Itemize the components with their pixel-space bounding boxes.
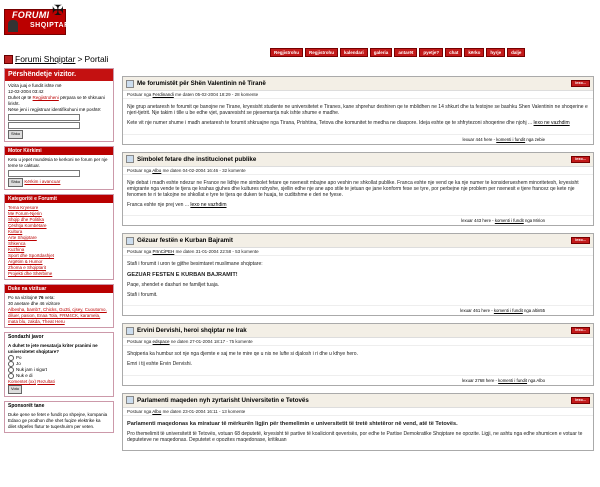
register-link[interactable]: Regjistroheni <box>32 95 59 100</box>
portal-posts <box>122 76 594 458</box>
last-visit-date: 12-02-2004 03:42 <box>8 89 44 94</box>
breadcrumb-current: Portali <box>84 54 109 64</box>
logo-text-forumi: FORUMI <box>12 10 50 20</box>
password-field[interactable] <box>8 122 80 129</box>
nav-dalje[interactable]: dalje <box>507 48 525 57</box>
advanced-search-link[interactable]: Kërkim i avancuar <box>24 179 61 184</box>
poll-option: Nuk jam i sigurt <box>16 367 48 372</box>
site-logo[interactable] <box>4 2 70 38</box>
post-title[interactable]: Gëzuar festën e Kurban Bajramit <box>137 237 233 245</box>
poll-title: Sondazhi javor <box>5 333 113 341</box>
online-user-list[interactable]: Albesha, bamb7, Chicks, Gu3ti, cjsey, Cuoutomo, diluer, pasion, Enaa Tola, FRM4CK, karamela, mata blu, zakda, Theat Heru <box>8 307 107 324</box>
read-more-link[interactable]: lexo ne vazhdim <box>533 120 570 127</box>
post-paragraph: GEZUAR FESTEN E KURBAN BAJRAMIT! <box>127 271 238 278</box>
sponsor-box <box>4 401 114 433</box>
post-title[interactable]: Simbolet fetare dhe institucionet publike <box>137 155 257 163</box>
online-count: Po na vizitojnë 76 veta: <box>8 295 55 300</box>
category-link[interactable]: Zhoma e Shqiptarit <box>8 265 47 270</box>
post-icon <box>126 80 134 88</box>
post-icon <box>126 155 134 163</box>
post-paragraph: Nje debat i madh eshte ndezur ne France ne lidhje me simbolet fetare qe nxenesit mbajne apo veshin ne shkollat publike. Franca eshte nje vend qe ka nje numer te konsiderueshem minoritetesh, kryesisht emigrante nga vende te tjera qe krahas gjuhes dhe kultures ndryshe, sjellin edhe nje ane apo stile te jetuan qe jane konform fese se tyre, por perbejne nje problem per nxenesit e tjere francez qe kete nje fenomen te ri te takojne ne shkollat e tyre te tjera qe duken te huaja, te cuditshme e deri ne fyese. <box>127 179 579 199</box>
poll-option: Nuk e di <box>16 373 33 378</box>
post-footer: lexuar 443 here - komenti i fundit nga Mirion <box>123 215 593 225</box>
sidebar <box>4 68 114 437</box>
reply-button[interactable]: lexo... <box>571 237 590 244</box>
categories-box <box>4 194 114 280</box>
nav-pyetje[interactable]: pyetje? <box>419 48 443 57</box>
post <box>122 76 594 145</box>
post-footer: lexuar 2768 here - komenti i fundit nga Albo <box>123 375 593 385</box>
nav-galeria[interactable]: galeria <box>370 48 393 57</box>
post-author-link[interactable]: PrInCiPEH <box>152 249 175 255</box>
reply-button[interactable]: lexo... <box>571 397 590 404</box>
category-link[interactable]: Projekti dhe Shërbime <box>8 271 53 276</box>
poll-option: Jo <box>16 361 21 366</box>
categories-title: Kategoritë e Forumit <box>5 195 113 203</box>
login-title: Përshëndetje vizitor. <box>5 69 113 81</box>
post-footer: lexuar 444 here - komenti i fundit nga zebie <box>123 134 593 144</box>
last-comment-link[interactable]: komenti i fundit <box>494 218 524 224</box>
post-paragraph: Stafi i forumit. <box>127 292 158 299</box>
last-visit-label: Vizita juaj e fundit ishte më <box>8 83 62 88</box>
category-link[interactable]: Argëtim & Humor <box>8 259 43 264</box>
search-description: Ketu u jepet mundësia te kerkoni ne forum per nje teme te caktuar. <box>8 157 108 168</box>
last-comment-link[interactable]: komenti i fundit <box>493 308 523 314</box>
post-icon <box>126 396 134 404</box>
post-meta: Postuar nga Albo me daten 23-01-2004 16:11 - 13 komente <box>123 408 593 416</box>
search-title: Motor Kërkimi <box>5 147 113 155</box>
post-paragraph: Parlamenti maqedonas ka miratuar të mërkurën ligjin për themelimin e universitetit të tretë shtetëror në vend, atë të Tetovës. <box>127 420 458 427</box>
post-title[interactable]: Ervini Dervishi, heroi shqiptar ne Irak <box>137 327 247 335</box>
category-link[interactable]: Kuzhina <box>8 247 25 252</box>
search-input[interactable] <box>8 170 80 177</box>
online-title: Duke na vizituar <box>5 285 113 293</box>
nav-kalendari[interactable]: kalendari <box>340 48 368 57</box>
eagle-icon: ✠ <box>52 2 64 18</box>
post-meta: Postuar nga PrInCiPEH me daten 31-01-2004 22:58 - 53 komente <box>123 248 593 256</box>
post-meta: Postuar nga Albo me daten 04-02-2004 16:46 - 32 komente <box>123 167 593 175</box>
last-comment-link[interactable]: komenti i fundit <box>496 136 526 142</box>
post-body <box>123 256 593 305</box>
category-link[interactable]: Shqip dhe Politika <box>8 217 45 222</box>
post-author-link[interactable]: Albo <box>152 408 162 414</box>
post-paragraph: Kete vit nje numer shume i madh anetaresh te forumit shkruajne nga Tirana, Prishtina, Tetova dhe komunitet te medha ne diaspore. Ideja eshte qe te shfrytezoni shoqerine dhe njohj ... lexo ne vazhdim <box>127 120 570 127</box>
post-icon <box>126 327 134 335</box>
online-breakdown: 30 anetare dhe 46 vizitore <box>8 301 61 306</box>
post-paragraph: Pro themelimit të universitetit të Tetovës, votuan 68 deputetë, kryesisht të partive të koalicionit qeverisës, por edhe te Partise Demokratike Shqiptare ne opozite. Ligji, ne ashtu nga edhe shumicen e votuar te deputeteve ne maqedonas. Deputetet e opozites maqedonase, kritikuan <box>127 430 583 444</box>
search-button[interactable]: Shko <box>8 178 23 187</box>
post-paragraph: Emri i tij eshte Ervin Dervishi. <box>127 361 193 368</box>
logo-text-shqiptar: SHQIPTAR <box>30 22 70 29</box>
nav-antaret[interactable]: antarët <box>394 48 417 57</box>
breadcrumb-home-link[interactable]: Forumi Shqiptar <box>15 54 76 64</box>
breadcrumb-separator: > <box>77 54 83 64</box>
post-paragraph: Paqe, shendet e dashuri ne familjet tuaja. <box>127 281 220 288</box>
username-field[interactable] <box>8 114 80 121</box>
category-link[interactable]: Me Forum-Njerin <box>8 211 42 216</box>
last-comment-link[interactable]: komenti i fundit <box>498 377 528 383</box>
post-footer: lexuar 461 here - komenti i fundit nga altin55 <box>123 305 593 315</box>
post-meta: Postuar nga Ferdinandi me daten 05-02-2004 18:29 - 28 komente <box>123 91 593 99</box>
post <box>122 233 594 316</box>
category-link[interactable]: Shkenca <box>8 241 26 246</box>
post-icon <box>126 237 134 245</box>
nav-chat[interactable]: chat <box>445 48 462 57</box>
post-title[interactable]: Parlamenti maqeden nyh zyrtarisht Universitetin e Tetovës <box>137 396 309 404</box>
post-author-link[interactable]: edspace <box>152 339 170 345</box>
post-title[interactable]: Me forumistët për Shën Valentinin në Tiranë <box>137 80 266 87</box>
nav-hyrje[interactable]: hyrje <box>486 48 505 57</box>
search-box <box>4 146 114 190</box>
poll-question: A duhet te jete mesatarja kriter pranimi ne universitetet shqiptare? <box>8 343 98 354</box>
post-paragraph: Stafi i forumit i uron te gjithe besimtaret muslimane shqiptare: <box>127 261 263 268</box>
post-body <box>123 416 593 451</box>
post-paragraph: Shqiperia ka humbur sot nje nga djemte e saj me te mire qe u nis ne lufte si djalosh i ri dhe u kthye hero. <box>127 351 358 358</box>
login-button[interactable]: Shko <box>8 130 23 139</box>
post-body <box>123 175 593 216</box>
register-prompt: Duhet që të Regjistroheni përpara se të shkruani lirisht. <box>8 95 105 106</box>
poll-option: Po <box>16 355 22 360</box>
post-paragraph: Franca eshte nje prej ven ... lexo ne vazhdim <box>127 202 227 209</box>
post <box>122 323 594 385</box>
poll-comments-link[interactable]: Komentet (xx) <box>8 379 37 384</box>
login-instructions: Nëse jeni i regjistruar identifikohuni më poshtë: <box>8 107 102 112</box>
nav-regjistrohu-2[interactable]: Regjistrohu <box>305 48 338 57</box>
category-link[interactable]: Tema Kryesore <box>8 205 39 210</box>
reply-button[interactable]: lexo... <box>571 156 590 163</box>
post-body <box>123 346 593 374</box>
post <box>122 393 594 452</box>
category-link[interactable]: Arte Shqiptare <box>8 235 37 240</box>
category-link[interactable]: Sport dhe Sportdashjet <box>8 253 55 258</box>
poll-box <box>4 332 114 397</box>
post-paragraph: Nje grup anetaresh te forumit qe banojne ne Tirane, kryesisht studente ne universitetet e Tiranes, kane shprehur deshiren qe te mblidhen ne 14 shkurt dhe ta festojne se bashku Shen Valentinin ne shoqerine e njeri-tjetrit. Nje takim i tille u be edhe vjet, pavaresisht se pjesemarrja nuk ishte shume e madhe. <box>127 104 588 117</box>
category-link[interactable]: Kultura <box>8 229 23 234</box>
breadcrumb <box>4 54 109 64</box>
top-nav <box>270 48 525 57</box>
online-box <box>4 284 114 328</box>
category-link[interactable]: Çështja Kombëtare <box>8 223 47 228</box>
post <box>122 152 594 227</box>
reply-button[interactable]: lexo... <box>571 327 590 334</box>
logo-figure <box>8 20 18 32</box>
vote-button[interactable]: Voto <box>8 385 22 394</box>
read-more-link[interactable]: lexo ne vazhdim <box>190 202 227 209</box>
poll-results-link[interactable]: Rezultati <box>37 379 55 384</box>
sponsor-title: Sponsorët tane <box>5 402 113 410</box>
post-author-link[interactable]: Albo <box>152 167 162 173</box>
post-meta: Postuar nga edspace ne daten 27-01-2004 18:17 - 75 komente <box>123 338 593 346</box>
login-box <box>4 68 114 142</box>
reply-button[interactable]: lexo... <box>571 80 590 87</box>
sponsor-text: Duke qene se fetet e fundit po shpejne, kompania Edaxo ge prodhon dhe shet fuqize elektrike ka dilet shpefes flutur te tuqeshuirm per veten. <box>8 412 108 429</box>
nav-regjistrohu-1[interactable]: Regjistrohu <box>270 48 303 57</box>
forum-icon <box>4 55 13 64</box>
post-body <box>123 99 593 134</box>
post-author-link[interactable]: Ferdinandi <box>152 92 174 97</box>
nav-kerko[interactable]: kërko <box>464 48 484 57</box>
